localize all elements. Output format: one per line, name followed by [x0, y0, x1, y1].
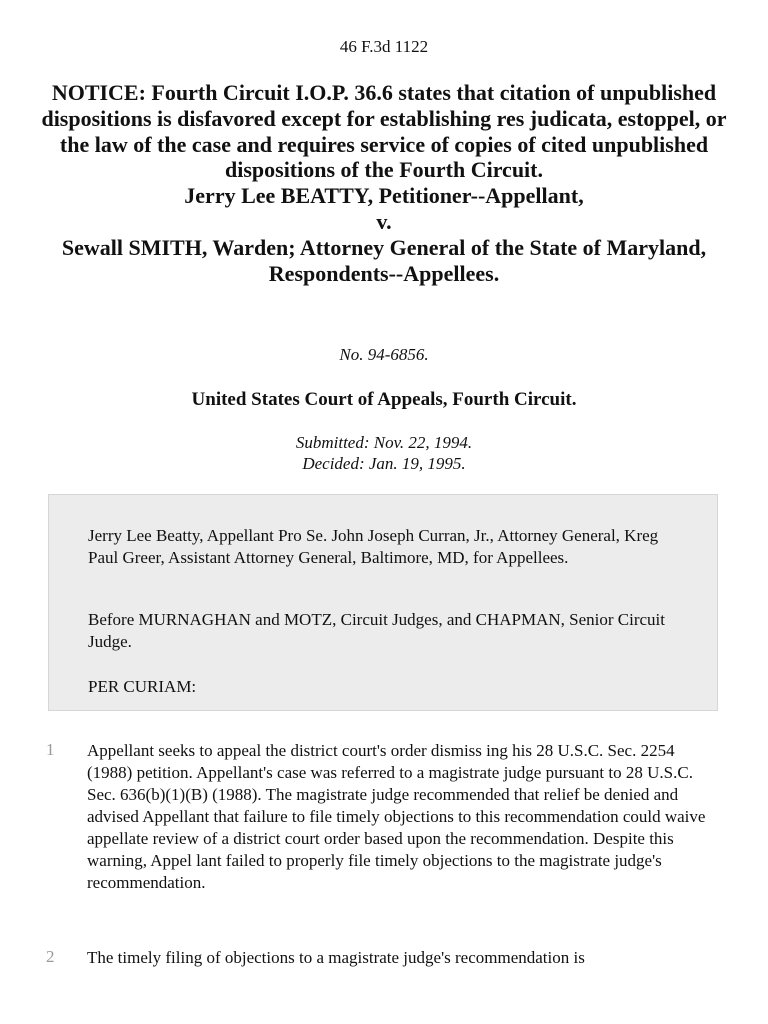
case-title [30, 80, 738, 286]
counsel-text: Jerry Lee Beatty, Appellant Pro Se. John Joseph Curran, Jr., Attorney General, Kreg Paul Greer, Assistant Attorney General, Baltimore, MD, for Appellees. [88, 526, 659, 567]
per-curiam-label: PER CURIAM: [88, 677, 197, 696]
paragraph-text: Appellant seeks to appeal the district court's order dismiss ing his 28 U.S.C. Sec. 2254 (1988) petition. Appellant's case was referred to a magistrate judge pursuant to 28 U.S.C. Sec. 636(b)(1)(B) (1988). The magistrate judge recommended that relief be denied and advised Appellant that failure to file timely objections to this recommendation could waive appellate review of a district court order based upon the recommendation. Despite this warning, Appel lant failed to properly file timely objections to the magistrate judge's recommendation. [87, 741, 706, 892]
case-summary-box [48, 494, 718, 711]
decided-date: Decided: Jan. 19, 1995. [302, 454, 466, 473]
respondents-line: Sewall SMITH, Warden; Attorney General of the State of Maryland, Respondents--Appellees. [61, 234, 707, 286]
reporter-citation: 46 F.3d 1122 [339, 37, 429, 56]
judges-text: Before MURNAGHAN and MOTZ, Circuit Judges, and CHAPMAN, Senior Circuit Judge. [88, 610, 666, 651]
submitted-date: Submitted: Nov. 22, 1994. [295, 433, 473, 452]
petitioner-line: Jerry Lee BEATTY, Petitioner--Appellant, [184, 183, 584, 209]
unpublished-notice: NOTICE: Fourth Circuit I.O.P. 36.6 states that citation of unpublished dispositions is disfavored except for establishing res judicata, estoppel, or the law of the case and requires service of copies of cited unpublished dispositions of the Fourth Circuit. [41, 80, 727, 183]
paragraph-number: 1 [46, 740, 55, 759]
docket-number: No. 94-6856. [339, 345, 429, 364]
paragraph-number: 2 [46, 947, 55, 966]
case-dates [0, 432, 768, 474]
versus-line: v. [376, 208, 392, 234]
paragraph-text: The timely filing of objections to a magistrate judge's recommendation is [87, 948, 585, 967]
court-name: United States Court of Appeals, Fourth Circuit. [191, 389, 577, 410]
